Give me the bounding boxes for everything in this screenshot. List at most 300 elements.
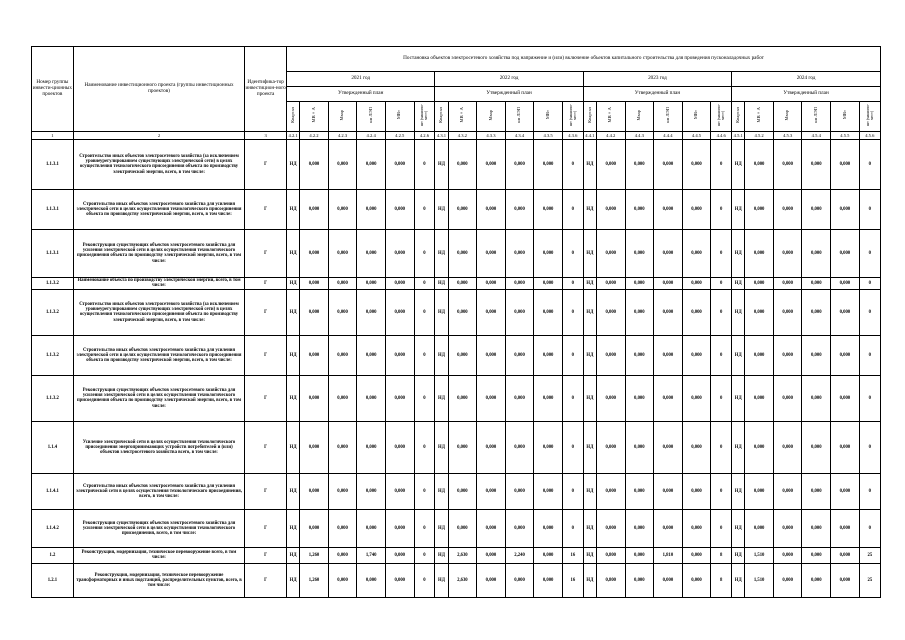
row-value-cell: 0 [859,189,880,229]
row-value-cell: 0 [711,335,732,375]
row-value-cell: НД [287,139,300,189]
row-value-cell: НД [287,335,300,375]
row-value-cell: 0,000 [477,229,506,277]
row-value-cell: 0 [414,139,435,189]
table-body [32,139,881,597]
row-value-cell: 2,630 [448,563,477,597]
header-unit-label: шт (машино-мест) [864,103,874,127]
row-value-cell: 0,000 [385,139,414,189]
index-cell: 4.4.3 [625,131,654,139]
row-value-cell: 0 [859,375,880,421]
row-value-cell: 0,000 [596,139,625,189]
row-value-cell: 0,000 [682,421,711,473]
row-value-cell: 0,000 [328,563,357,597]
row-value-cell: 0,000 [773,277,802,289]
row-value-cell: 0,000 [625,189,654,229]
row-value-cell: 0,000 [534,277,563,289]
index-cell: 4.2.5 [385,131,414,139]
row-value-cell: 0,000 [477,277,506,289]
header-unit-label: МВт [544,110,550,120]
row-value-cell: 1,740 [357,547,386,563]
row-value-cell: 0,000 [802,335,831,375]
row-value-cell: 0,000 [831,229,860,277]
index-cell: 4.4.1 [585,132,595,138]
index-cell: 4.3.5 [534,131,563,139]
header-unit-cell [435,102,448,132]
row-value-cell: 0,000 [505,335,534,375]
table-row [32,421,881,473]
header-unit-label: МВ×А [459,107,465,123]
index-cell: 4.5.2 [745,131,774,139]
row-value-cell: НД [732,563,745,597]
row-value-cell: 0,000 [831,547,860,563]
row-value-cell: 0,000 [505,277,534,289]
row-value-cell: 2,240 [505,547,534,563]
row-value-cell: 0,000 [300,189,329,229]
row-value-cell: 0,000 [802,277,831,289]
header-unit-label: МВт [396,110,402,120]
row-value-cell: 0,000 [385,189,414,229]
row-value-cell: 0,000 [534,421,563,473]
row-value-cell: 0,000 [831,473,860,509]
row-value-cell: НД [435,509,448,547]
row-project-name: Реконструкция существующих объектов электросетевого хозяйства для усиления электрической сети в целях осуществления технологического присоединения объекта по производству электрической энергии, всего, в том числе: [73,229,244,277]
row-value-cell: 0 [711,189,732,229]
row-value-cell: 0,000 [831,335,860,375]
row-value-cell: 1,510 [745,563,774,597]
row-value-cell: 25 [859,563,880,597]
row-value-cell: 0,000 [505,509,534,547]
row-value-cell: 0 [859,335,880,375]
index-cell: 2 [73,131,244,139]
row-value-cell: НД [732,189,745,229]
row-value-cell: 0,000 [682,229,711,277]
row-value-cell: 0,000 [831,421,860,473]
row-value-cell: 25 [859,547,880,563]
row-identifier: Г [245,189,287,229]
row-value-cell: 8 [711,563,732,597]
index-cell: 4.4.4 [654,131,683,139]
table-row [32,563,881,597]
row-value-cell: 0,000 [682,547,711,563]
row-value-cell: 0,000 [654,563,683,597]
row-value-cell: 0,000 [745,375,774,421]
header-unit-cell [773,102,802,132]
row-value-cell: 0,000 [625,375,654,421]
row-value-cell: 0,000 [328,189,357,229]
header-unit-label: Квартал [438,107,444,123]
row-value-cell: 0 [711,421,732,473]
row-group-number: 1.1.4 [32,421,74,473]
row-value-cell: 0,000 [448,335,477,375]
table-row [32,509,881,547]
row-value-cell: 0,000 [745,139,774,189]
row-value-cell: 0,000 [357,139,386,189]
row-value-cell: НД [435,277,448,289]
header-year-2021: 2021 год [287,72,435,87]
row-value-cell: НД [287,229,300,277]
row-value-cell: 0,000 [477,289,506,335]
row-value-cell: 0,000 [385,289,414,335]
row-value-cell: НД [732,229,745,277]
row-value-cell: 0 [414,547,435,563]
header-unit-label: шт (машино-мест) [567,103,577,127]
header-identifier: Идентифика-тор инвестицион-ного проекта [245,47,287,132]
row-value-cell: 0,000 [802,547,831,563]
row-value-cell: 0,800 [596,563,625,597]
row-value-cell: 0,000 [682,509,711,547]
row-group-number: 1.1.3.2 [32,289,74,335]
row-value-cell: 0,000 [625,563,654,597]
header-unit-label: МВ×А [607,107,613,123]
row-value-cell: 0 [562,229,583,277]
row-value-cell: НД [732,289,745,335]
row-value-cell: 0,000 [300,335,329,375]
row-value-cell: 0 [711,509,732,547]
row-value-cell: 0,000 [328,139,357,189]
row-value-cell: 0 [711,277,732,289]
row-value-cell: 0,000 [477,547,506,563]
header-year-2024: 2024 год [732,72,881,87]
row-value-cell: 0 [414,473,435,509]
index-cell: 4.5.3 [773,131,802,139]
row-value-cell: НД [583,421,596,473]
header-unit-cell [583,102,596,132]
row-value-cell: 0,000 [596,289,625,335]
header-year-2023: 2023 год [583,72,731,87]
row-value-cell: 0,000 [831,509,860,547]
row-value-cell: 0,000 [654,375,683,421]
row-value-cell: НД [435,421,448,473]
row-value-cell: 0,000 [745,335,774,375]
row-project-name: Наименование объекта по производству электрической энергии, всего, в том числе: [73,277,244,289]
row-group-number: 1.2.1 [32,563,74,597]
row-value-cell: 0,000 [534,289,563,335]
header-unit-label: Мвар [636,109,642,121]
index-cell: 4.3.2 [448,131,477,139]
row-value-cell: 0 [414,289,435,335]
row-value-cell: 0,000 [357,289,386,335]
row-value-cell: 0,000 [773,509,802,547]
row-value-cell: НД [435,335,448,375]
row-value-cell: 0 [859,473,880,509]
row-value-cell: НД [287,547,300,563]
row-value-cell: 0,000 [596,335,625,375]
row-value-cell: НД [435,563,448,597]
row-value-cell: 0,000 [596,473,625,509]
row-value-cell: 0,000 [534,139,563,189]
row-value-cell: 2,630 [448,547,477,563]
row-value-cell: 0,000 [385,277,414,289]
row-value-cell: 0 [414,189,435,229]
header-unit-cell [357,102,386,132]
row-value-cell: НД [287,473,300,509]
row-value-cell: 0,000 [534,375,563,421]
row-value-cell: 0,000 [773,335,802,375]
row-value-cell: НД [732,547,745,563]
row-value-cell: 0 [859,509,880,547]
row-value-cell: 0,000 [654,189,683,229]
header-unit-label: МВ×А [310,107,316,123]
row-value-cell: НД [583,189,596,229]
header-unit-cell [300,102,329,132]
row-value-cell: 0,000 [534,547,563,563]
header-unit-cell [831,102,860,132]
row-value-cell: 16 [562,547,583,563]
row-value-cell: 0,000 [477,375,506,421]
row-value-cell: 0,000 [773,547,802,563]
row-value-cell: 0,000 [534,189,563,229]
row-value-cell: 0,000 [802,473,831,509]
row-value-cell: 0,000 [300,421,329,473]
index-cell: 3 [245,131,287,139]
header-unit-label: км ЛЭП [812,107,818,123]
row-value-cell: НД [732,139,745,189]
row-value-cell: 0 [414,229,435,277]
row-value-cell: 0,000 [654,473,683,509]
row-value-cell: 0 [414,421,435,473]
row-value-cell: 0,000 [773,189,802,229]
index-cell: 4.3.1 [436,132,447,138]
row-value-cell: 0,000 [534,473,563,509]
row-value-cell: 0,000 [448,277,477,289]
row-value-cell: 0,000 [505,473,534,509]
row-value-cell: 0,000 [385,335,414,375]
row-value-cell: 0 [859,139,880,189]
header-unit-label: шт (машино-мест) [419,103,429,127]
row-value-cell: 0,000 [534,563,563,597]
row-value-cell: НД [583,563,596,597]
row-value-cell: 0,000 [357,229,386,277]
row-project-name: Строительство иных объектов электросетевого хозяйства для усиления электрической сети в целях осуществления технологического присоединения объекта по производству электрической энергии, всего, в том числе: [73,189,244,229]
row-value-cell: 0,000 [357,335,386,375]
row-value-cell: 0 [414,335,435,375]
row-value-cell: 0,000 [745,473,774,509]
row-value-cell: НД [287,509,300,547]
row-value-cell: 0,000 [745,289,774,335]
header-unit-label: Мвар [487,109,493,121]
row-value-cell: 0,000 [625,547,654,563]
row-project-name: Строительство иных объектов электросетевого хозяйства (за исключением уровнеурегулированием существующих электрической сети) в целях осуществления технологического присоединения объекта по производству электрической энергии, всего, в том числе: [73,139,244,189]
row-group-number: 1.1.3.1 [32,229,74,277]
row-value-cell: 0,000 [385,563,414,597]
row-identifier: Г [245,509,287,547]
row-value-cell: 0,000 [773,421,802,473]
row-value-cell: 0,000 [505,375,534,421]
row-value-cell: 0,000 [448,229,477,277]
row-identifier: Г [245,473,287,509]
row-value-cell: 0,000 [534,509,563,547]
row-project-name: Строительство иных объектов электросетевого хозяйства для усиления электрической сети в целях осуществления технологического присоединения объекта по производству электрической энергии, всего, в том числе: [73,335,244,375]
row-value-cell: 0,000 [505,289,534,335]
row-value-cell: 0,800 [596,547,625,563]
header-unit-cell [505,102,534,132]
index-cell: 4.5.5 [831,131,860,139]
index-cell: 4.5.6 [859,131,880,139]
row-value-cell: 0 [414,375,435,421]
row-value-cell: 0 [711,289,732,335]
row-value-cell: 0,000 [505,139,534,189]
row-value-cell: НД [287,277,300,289]
table-row [32,473,881,509]
header-plan-2023: Утвержденный план [583,87,731,102]
row-group-number: 1.1.3.2 [32,375,74,421]
index-cell: 4.2.4 [357,131,386,139]
row-value-cell: 0,000 [802,139,831,189]
row-value-cell: 0 [562,473,583,509]
row-value-cell: НД [732,335,745,375]
row-value-cell: 1,510 [745,547,774,563]
row-project-name: Строительство иных объектов электросетевого хозяйства для усиления электрической сети в целях осуществления технологического присоединения, всего, в том числе: [73,473,244,509]
row-value-cell: 0 [859,229,880,277]
row-value-cell: 0 [562,289,583,335]
row-value-cell: НД [583,277,596,289]
table-row [32,189,881,229]
row-identifier: Г [245,277,287,289]
row-value-cell: 0,000 [505,563,534,597]
investment-table [31,46,881,598]
row-value-cell: 0,000 [596,375,625,421]
table-row [32,335,881,375]
header-unit-label: Мвар [784,109,790,121]
header-unit-label: МВ×А [755,107,761,123]
row-value-cell: 0,000 [773,375,802,421]
row-value-cell: 0,000 [385,421,414,473]
row-identifier: Г [245,547,287,563]
row-value-cell: 0,000 [300,277,329,289]
row-value-cell: 0,000 [625,335,654,375]
row-value-cell: 0,000 [802,563,831,597]
row-value-cell: НД [732,375,745,421]
row-project-name: Реконструкция, модернизация, техническое перевооружение всего, в том числе: [73,547,244,563]
row-group-number: 1.1.4.2 [32,509,74,547]
row-value-cell: 0,000 [745,229,774,277]
header-unit-label: МВт [841,110,847,120]
header-plan-2024: Утвержденный план [732,87,881,102]
index-cell: 4.3.4 [505,131,534,139]
row-value-cell: НД [435,375,448,421]
row-value-cell: 0,000 [477,421,506,473]
header-unit-cell [732,102,745,132]
row-group-number: 1.2 [32,547,74,563]
index-cell: 4.4.5 [682,131,711,139]
row-value-cell: 0 [562,335,583,375]
index-cell: 4.2.6 [414,131,435,139]
row-value-cell: 0 [711,375,732,421]
row-value-cell: 0,000 [831,563,860,597]
row-value-cell: 0,000 [328,547,357,563]
row-value-cell: 0,000 [802,189,831,229]
index-cell: 1 [32,131,74,139]
row-value-cell: 0,000 [328,375,357,421]
table-row [32,229,881,277]
header-project-name: Наименование инвестиционного проекта (группы инвестиционных проектов) [73,47,244,132]
header-unit-cell [562,102,583,132]
row-value-cell: 0,000 [625,289,654,335]
row-value-cell: 0,000 [596,189,625,229]
row-value-cell: НД [435,189,448,229]
header-unit-cell [625,102,654,132]
header-unit-cell [287,102,300,132]
row-value-cell: 0 [562,375,583,421]
investment-table-page [31,46,881,598]
table-row [32,139,881,189]
row-value-cell: 0,000 [385,547,414,563]
header-unit-label: шт (машино-мест) [716,103,726,127]
row-value-cell: 0 [562,421,583,473]
row-value-cell: 0,000 [477,335,506,375]
row-value-cell: НД [583,139,596,189]
row-value-cell: НД [287,421,300,473]
row-value-cell: 0,000 [328,277,357,289]
row-value-cell: 0,000 [654,289,683,335]
header-unit-label: МВт [693,110,699,120]
index-cell: 4.5.4 [802,131,831,139]
index-cell: 4.2.2 [300,131,329,139]
row-value-cell: 0,000 [477,473,506,509]
row-value-cell: НД [435,547,448,563]
table-row [32,277,881,289]
row-value-cell: 1,260 [300,563,329,597]
row-value-cell: 0,000 [745,421,774,473]
index-cell: 4.5.1 [733,132,743,138]
row-value-cell: 0 [414,563,435,597]
row-value-cell: 0,000 [745,509,774,547]
row-value-cell: 0,000 [596,229,625,277]
row-value-cell: 1,260 [300,547,329,563]
row-value-cell: 0 [562,139,583,189]
row-value-cell: НД [583,335,596,375]
row-value-cell: 0,000 [505,229,534,277]
index-cell: 4.4.2 [596,131,625,139]
row-value-cell: 0,000 [682,563,711,597]
header-unit-cell [745,102,774,132]
row-value-cell: 0,000 [448,289,477,335]
row-value-cell: 0 [859,421,880,473]
row-value-cell: 0 [562,189,583,229]
row-value-cell: 1,810 [654,547,683,563]
row-group-number: 1.1.3.2 [32,335,74,375]
row-value-cell: 0,000 [300,229,329,277]
row-value-cell: 0,000 [802,375,831,421]
row-value-cell: 0,000 [682,473,711,509]
row-identifier: Г [245,139,287,189]
row-value-cell: 0,000 [831,375,860,421]
row-value-cell: НД [583,289,596,335]
row-group-number: 1.1.4.1 [32,473,74,509]
header-unit-cell [596,102,625,132]
row-value-cell: 0,000 [831,189,860,229]
row-value-cell: 0,000 [654,229,683,277]
header-unit-label: км ЛЭП [516,107,522,123]
row-value-cell: 0,000 [596,421,625,473]
row-value-cell: 0,000 [477,139,506,189]
row-value-cell: 0,000 [328,509,357,547]
row-value-cell: 0,000 [328,421,357,473]
header-unit-cell [448,102,477,132]
row-value-cell: 0,000 [773,139,802,189]
row-value-cell: НД [583,375,596,421]
row-value-cell: 0,000 [596,277,625,289]
row-group-number: 1.1.3.2 [32,277,74,289]
row-group-number: 1.1.3.1 [32,139,74,189]
header-unit-label: Квартал [734,107,740,123]
row-value-cell: 0,000 [773,473,802,509]
header-group-number: Номер группы инвести-ционных проектов [32,47,74,132]
row-value-cell: 0,000 [300,139,329,189]
row-value-cell: 0,000 [505,189,534,229]
table-row [32,289,881,335]
